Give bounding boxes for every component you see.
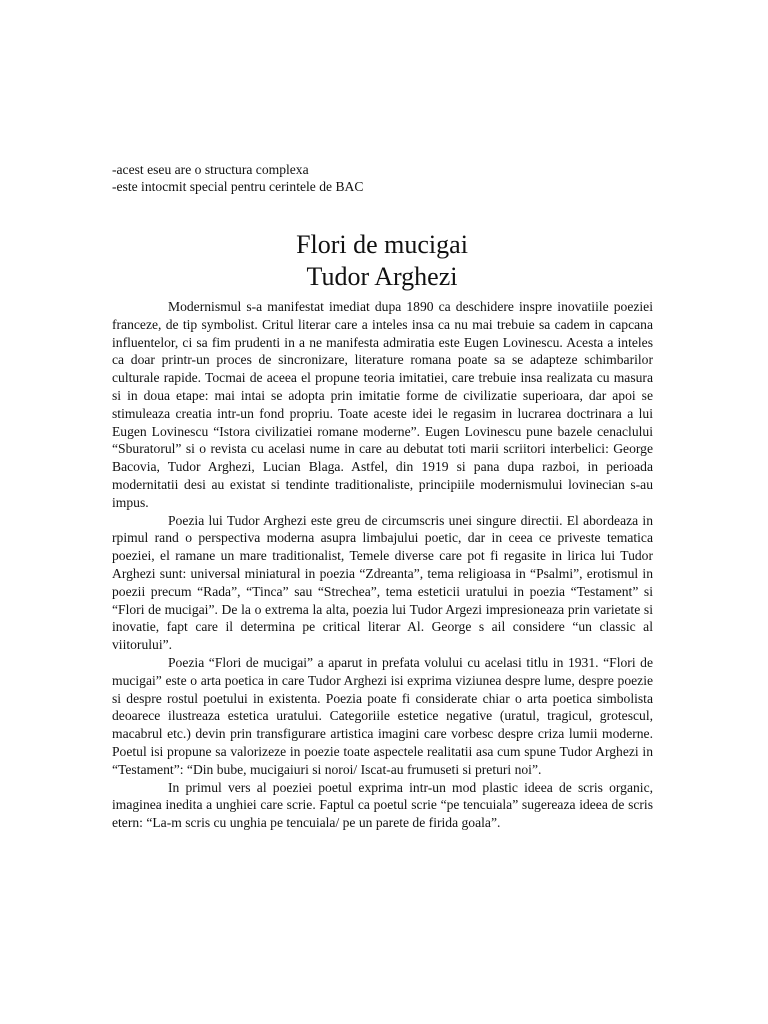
essay-body (112, 298, 653, 832)
author-name: Tudor Arghezi (306, 262, 458, 291)
intro-note-bac: -este intocmit special pentru cerintele de BAC (112, 179, 364, 194)
intro-notes (112, 161, 672, 195)
poem-title: Flori de mucigai (296, 230, 468, 259)
paragraph-arghezi-poetry: Poezia lui Tudor Arghezi este greu de circumscris unei singure directii. El abordeaza in rpimul rand o perspectiva moderna asupra limbajului poetic, dar in ceea ce priveste tematica poeziei, el ramane un mare traditionalist, Temele diverse care pot fi regasite in lirica lui Tudor Arghezi sunt: universal miniatural in poezia “Zdreanta”, tema religioasa in “Psalmi”, erotismul in poezii precum “Rada”, “Tinca” sau “Strechea”, tema esteticii uratului in poezia “Testament” si “Flori de mucigai”. De la o extrema la alta, poezia lui Tudor Argezi impresioneaza prin varietate si inovatie, fapt care il determina pe critical literar Al. George s ail considere “un classic al viitorului”. (112, 512, 653, 653)
essay-title (112, 229, 652, 293)
paragraph-first-verse: In primul vers al poeziei poetul exprima intr-un mod plastic ideea de scris organic, imaginea inedita a unghiei care scrie. Faptul ca poetul scrie “pe tencuiala” sugereaza ideea de scris etern: “La-m scris cu unghia pe tencuiala/ pe un parete de firida goala”. (112, 779, 653, 831)
paragraph-modernism: Modernismul s-a manifestat imediat dupa 1890 ca deschidere inspre inovatiile poeziei franceze, de tip symbolist. Critul literar care a inteles insa ca nu mai trebuie sa cadem in capcana influentelor, ci sa fim prudenti in a ne manifesta admiratia este Eugen Lovinescu. Acesta a inteles ca doar printr-un proces de sincronizare, literature romana poate sa se adapteze schimbarilor culturale rapide. Tocmai de aceea el propune teoria imitatiei, care trebuie insa realizata cu masura si in doua etape: mai intai se adopta prin imitatie forme de civilizatie superioara, dar apoi se stimuleaza creatia intr-un fond propriu. Toate aceste idei le regasim in lucrarea doctrinara a lui Eugen Lovinescu “Istora civilizatiei romane moderne”. Eugen Lovinescu pune bazele cenaclului “Sburatorul” si o revista cu acelasi nume in care au debutat toti marii scriitori interbelici: George Bacovia, Tudor Arghezi, Lucian Blaga. Astfel, din 1919 si pana dupa razboi, in perioada modernitatii desi au existat si tendinte traditionaliste, principiile modernismului lovinecian s-au impus. (112, 299, 653, 510)
intro-note-structure: -acest eseu are o structura complexa (112, 162, 309, 177)
paragraph-flori-de-mucigai: Poezia “Flori de mucigai” a aparut in prefata volului cu acelasi titlu in 1931. “Flori de mucigai” este o arta poetica in care Tudor Arghezi isi exprima viziunea despre lume, despre poezie si despre rostul poetului in existenta. Poezia poate fi considerate chiar o arta poetica simbolista deoarece ilustreaza estetica uratului. Categoriile estetice negative (uratul, tragicul, grotescul, macabrul etc.) devin prin transfigurare artistica imagini care vorbesc despre criza lumii moderne. Poetul isi propune sa valorizeze in poezie toate aspectele realitatii asa cum spune Tudor Arghezi in “Testament”: “Din bube, mucigaiuri si noroi/ Iscat-au frumuseti si preturi noi”. (112, 654, 653, 777)
